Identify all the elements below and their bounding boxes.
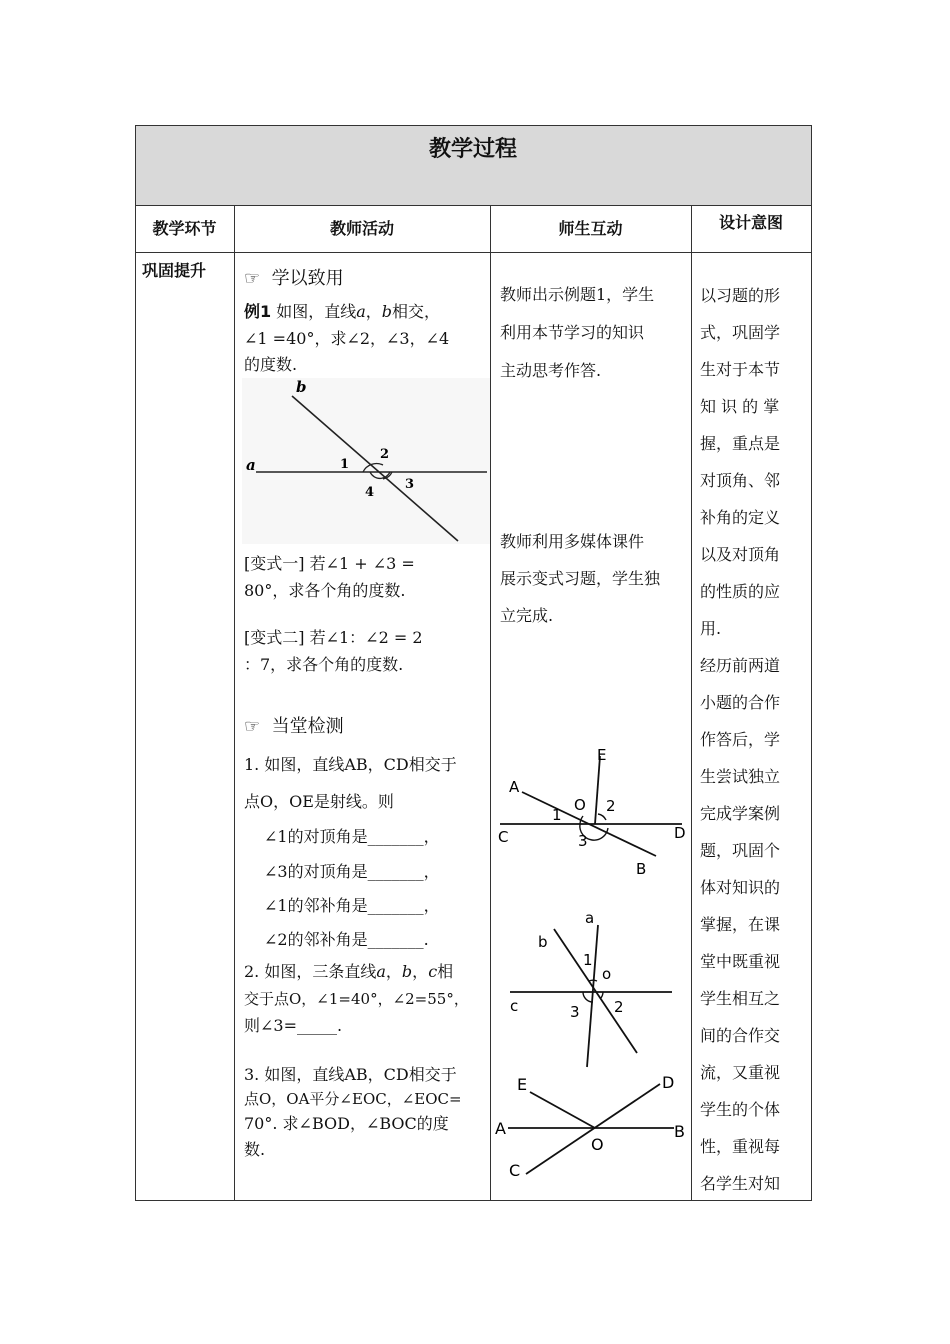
- intent-line: 性，重视每: [700, 1137, 781, 1156]
- intent-line: 对顶角、邻: [700, 471, 781, 490]
- q2-var-c: c: [428, 962, 438, 981]
- example1-label: 例1: [244, 302, 272, 321]
- interaction-p2-line3: 立完成.: [500, 606, 554, 625]
- table-divider-title: [135, 205, 812, 206]
- example1-comma: ，: [365, 302, 382, 321]
- fig2-label-D: D: [674, 824, 686, 842]
- figure-intersecting-lines-ab: [242, 378, 490, 544]
- variant1-line1: [变式一] 若∠1 + ∠3 =: [244, 554, 415, 573]
- intent-line: 以习题的形: [700, 286, 781, 305]
- fig2-label-A: A: [509, 778, 520, 796]
- section-check-title: 当堂检测: [271, 716, 344, 737]
- fig4-label-A: A: [495, 1119, 506, 1138]
- intent-line: 堂中既重视: [700, 952, 781, 971]
- fig3-label-o: o: [602, 965, 612, 983]
- q2-line3: 则∠3=_____.: [244, 1016, 343, 1035]
- interaction-p1-line3: 主动思考作答.: [500, 361, 602, 380]
- header-design-intent: 设计意图: [718, 213, 783, 232]
- table-border-left: [135, 125, 136, 1201]
- intent-text: [700, 286, 808, 1211]
- q2-var-b: b: [401, 962, 413, 981]
- q1-blank-1: ∠1的对顶角是_______，: [264, 827, 440, 846]
- q2-line1: 2. 如图，三条直线a，b，c相: [244, 962, 454, 981]
- column-divider-2: [490, 205, 491, 1201]
- fig1-label-3: 3: [405, 477, 415, 492]
- fig3-label-3: 3: [570, 1003, 580, 1021]
- intent-line: 作答后，学: [700, 730, 781, 749]
- q3-line1: 3. 如图，直线AB，CD相交于: [244, 1065, 457, 1084]
- var-a: a: [356, 302, 366, 321]
- intent-line: 式，巩固学: [700, 323, 781, 342]
- stage-label: 巩固提升: [142, 261, 207, 280]
- section-apply-heading: [244, 268, 344, 290]
- example1-text-b: 相交，: [392, 302, 441, 321]
- header-teacher-activity: 教师活动: [329, 219, 394, 238]
- intent-line: 生尝试独立: [700, 767, 781, 786]
- intent-line: 小题的合作: [700, 693, 781, 712]
- fig4-label-D: D: [662, 1073, 675, 1092]
- intent-line: 知 识 的 掌: [700, 397, 780, 416]
- interaction-p2-line1: 教师利用多媒体课件: [500, 532, 645, 551]
- variant1-line2: 80°，求各个角的度数.: [244, 581, 406, 600]
- table-border-top: [135, 125, 812, 126]
- q1-blank-4: ∠2的邻补角是_______.: [264, 930, 429, 949]
- figure-lines-ab-cd-oe: [492, 1068, 690, 1184]
- intent-line: 题，巩固个: [700, 841, 781, 860]
- intent-line: 间的合作交: [700, 1026, 781, 1045]
- intent-line: 名学生对知: [700, 1174, 781, 1193]
- fig2-label-2: 2: [606, 797, 616, 815]
- example1-text-a: 如图，直线: [271, 302, 357, 321]
- fig3-label-a: a: [585, 909, 595, 927]
- fig3-label-b: b: [538, 933, 548, 951]
- fig1-label-2: 2: [380, 447, 390, 462]
- q2-var-a: a: [376, 962, 386, 981]
- intent-line: 学生相互之: [700, 989, 781, 1008]
- var-b: b: [381, 302, 393, 321]
- fig2-label-C: C: [498, 828, 509, 846]
- fig2-label-O: O: [574, 796, 586, 814]
- intent-line: 经历前两道: [700, 656, 781, 675]
- intent-line: 完成学案例: [700, 804, 781, 823]
- fig1-label-1: 1: [340, 457, 350, 472]
- fig1-label-4: 4: [365, 485, 375, 500]
- intent-line: 流，又重视: [700, 1063, 781, 1082]
- table-border-right: [811, 125, 812, 1201]
- fig1-label-a: a: [246, 456, 256, 474]
- q1-line2: 点O，OE是射线。则: [244, 792, 394, 811]
- q1-blank-2: ∠3的对顶角是_______，: [264, 862, 440, 881]
- q3-line2: 点O，OA平分∠EOC，∠EOC=: [244, 1090, 462, 1108]
- column-divider-3: [691, 205, 692, 1201]
- variant2-line2: ：7，求各个角的度数.: [244, 655, 404, 674]
- figure-lines-ab-cd-ray-oe: [494, 740, 690, 882]
- fig2-label-3: 3: [578, 832, 588, 850]
- header-stage: 教学环节: [152, 219, 217, 238]
- example1-line1: [244, 302, 440, 321]
- q1-blank-3: ∠1的邻补角是_______，: [264, 896, 440, 915]
- interaction-p1-line1: 教师出示例题1，学生: [500, 285, 655, 304]
- fig4-label-O: O: [591, 1135, 604, 1154]
- q2-text-a: 2. 如图，三条直线: [244, 962, 377, 981]
- q2-text-b: 相: [437, 962, 454, 981]
- intent-line: 体对知识的: [700, 878, 781, 897]
- fig3-label-1: 1: [583, 951, 593, 969]
- example1-line3: 的度数.: [244, 355, 298, 374]
- fig2-label-B: B: [636, 860, 647, 878]
- example1-line2: ∠1 =40°，求∠2，∠3，∠4: [244, 329, 450, 348]
- pointing-hand-icon: ☞: [244, 268, 261, 289]
- table-divider-header: [135, 252, 812, 253]
- fig2-label-E: E: [597, 746, 607, 764]
- fig1-label-b: b: [296, 378, 307, 396]
- intent-line: 以及对顶角: [700, 545, 781, 564]
- fig3-label-c: c: [510, 997, 519, 1015]
- interaction-p2-line2: 展示变式习题，学生独: [500, 569, 661, 588]
- header-interaction: 师生互动: [558, 219, 623, 238]
- fig4-label-B: B: [674, 1122, 685, 1141]
- intent-line: 学生的个体: [700, 1100, 781, 1119]
- column-divider-1: [234, 205, 235, 1201]
- q3-line4: 数.: [244, 1140, 266, 1159]
- q1-line1: 1. 如图，直线AB，CD相交于: [244, 755, 457, 774]
- fig2-label-1: 1: [552, 806, 562, 824]
- q2-line2: 交于点O，∠1=40°，∠2=55°，: [244, 990, 469, 1008]
- intent-line: 握，重点是: [700, 434, 781, 453]
- fig4-label-E: E: [517, 1075, 528, 1094]
- intent-line: 掌握，在课: [700, 915, 781, 934]
- pointing-hand-icon: ☞: [244, 716, 261, 737]
- variant2-line1: [变式二] 若∠1：∠2 = 2: [244, 628, 423, 647]
- table-title: 教学过程: [428, 137, 517, 162]
- section-check-heading: [244, 716, 344, 738]
- interaction-p1-line2: 利用本节学习的知识: [500, 323, 645, 342]
- intent-line: 生对于本节: [700, 360, 781, 379]
- fig3-label-2: 2: [614, 998, 624, 1016]
- intent-line: 用.: [700, 619, 722, 638]
- intent-line: 补角的定义: [700, 508, 781, 527]
- figure-three-lines-abc: [494, 905, 690, 1071]
- fig4-label-C: C: [509, 1161, 521, 1180]
- q3-line3: 70°. 求∠BOD，∠BOC的度: [244, 1114, 449, 1133]
- intent-line: 的性质的应: [700, 582, 781, 601]
- section-apply-title: 学以致用: [271, 268, 344, 289]
